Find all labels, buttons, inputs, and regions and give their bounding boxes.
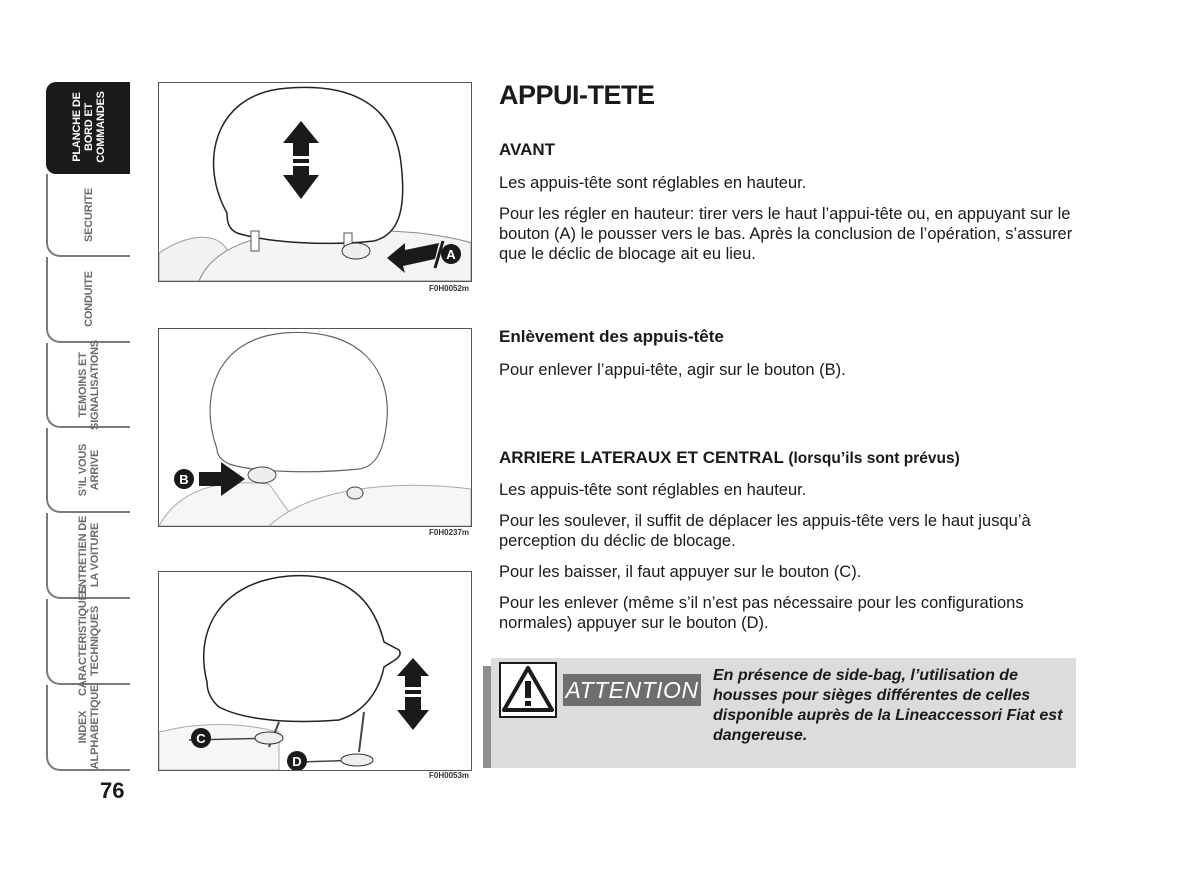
attention-text: En présence de side-bag, l’utilisation de housses pour sièges différentes de celles disponible auprès de la Lineaccessori Fiat est dangereuse. xyxy=(713,667,1063,744)
attention-shadow xyxy=(483,666,491,768)
tab-caracteristiques[interactable] xyxy=(46,586,130,696)
tab-index[interactable] xyxy=(46,685,130,771)
attention-box xyxy=(483,658,1076,768)
figure-headrest-removal xyxy=(158,328,472,537)
tab-temoins[interactable] xyxy=(46,339,130,430)
paragraph: Les appuis-tête sont réglables en hauteur. xyxy=(499,481,807,499)
paragraph: Pour les enlever (même s’il n’est pas nécessaire pour les configurations normales) appuyer sur le bouton (D). xyxy=(499,594,1024,632)
updown-arrow-icon xyxy=(397,658,429,730)
section-heading-arriere-note: (lorsqu’ils sont prévus) xyxy=(788,450,960,467)
figure-rear-headrest xyxy=(158,571,472,780)
section-heading-arriere-main: ARRIERE LATERAUX ET CENTRAL xyxy=(499,448,784,467)
headrest-removal-illustration xyxy=(159,329,471,526)
paragraph: Les appuis-tête sont réglables en hauteur. xyxy=(499,174,807,192)
tab-label: S’IL VOUS ARRIVE xyxy=(77,443,101,496)
tab-label: INDEX ALPHABETIQUE xyxy=(77,684,101,770)
attention-label: ATTENTION xyxy=(563,674,701,706)
paragraph: Pour les baisser, il faut appuyer sur le bouton (C). xyxy=(499,563,862,581)
paragraph: Pour les soulever, il suffit de déplacer les appuis-tête vers le haut jusqu’à perception du déclic de blocage. xyxy=(499,512,1031,550)
warning-triangle-icon xyxy=(499,662,557,718)
tab-label: TEMOINS ET SIGNALISATIONS xyxy=(77,339,101,430)
figure-code: F0H0053m xyxy=(429,771,470,780)
rear-headrest-illustration xyxy=(159,572,471,770)
paragraph: Pour les régler en hauteur: tirer vers le haut l’appui-tête ou, en appuyant sur le bouton (A) le pousser vers le bas. Après la conclusion de l’opération, s’assurer que le déclic de blocage ait eu lieu. xyxy=(499,205,1073,263)
tab-label: ENTRETIEN DE LA VOITURE xyxy=(77,515,101,595)
tab-conduite[interactable] xyxy=(46,257,130,343)
paragraph: Pour enlever l’appui-tête, agir sur le bouton (B). xyxy=(499,361,846,379)
tab-label: CONDUITE xyxy=(83,271,95,327)
tab-planche-de-bord[interactable] xyxy=(46,82,130,174)
figure-front-headrest xyxy=(158,82,472,293)
section-heading-arriere xyxy=(499,448,960,468)
tab-label: PLANCHE DE BORD ET COMMANDES xyxy=(71,91,107,163)
tab-label: SECURITE xyxy=(83,187,95,242)
svg-text:D: D xyxy=(292,754,302,769)
svg-text:C: C xyxy=(196,731,206,746)
page-number: 76 xyxy=(100,778,125,803)
figure-code: F0H0237m xyxy=(429,528,470,537)
tab-securite[interactable] xyxy=(46,174,130,257)
section-heading-enlevement: Enlèvement des appuis-tête xyxy=(499,327,724,346)
svg-text:B: B xyxy=(179,472,189,487)
tab-sil-vous-arrive[interactable] xyxy=(46,428,130,513)
svg-text:A: A xyxy=(446,247,456,262)
tab-label: CARACTERISTIQUES TECHNIQUES xyxy=(77,586,101,696)
section-heading-avant: AVANT xyxy=(499,140,556,159)
chapter-tabs xyxy=(46,82,132,772)
headrest-adjust-illustration xyxy=(159,83,471,281)
figure-code: F0H0052m xyxy=(429,284,470,293)
page-title: APPUI-TETE xyxy=(499,80,655,110)
